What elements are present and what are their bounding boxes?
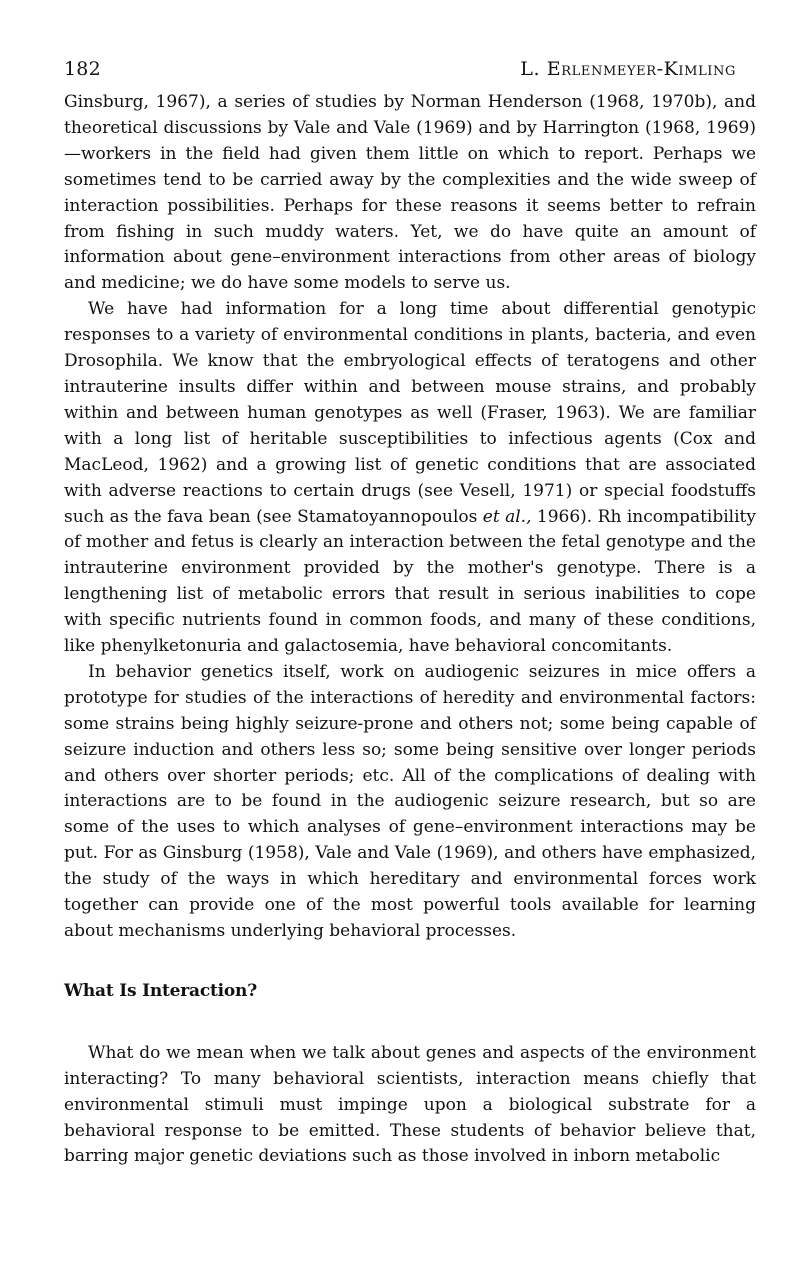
- paragraph-2-italic: et al.,: [482, 506, 532, 527]
- paragraph-1-text: Ginsburg, 1967), a series of studies by Norman Henderson (1968, 1970b), and theoretical discussions by Vale and Vale (1969) and by Harrington (1968, 1969)—workers in the field had given them little on which to report. Perhaps we sometimes tend to be carried away by the complexities and the wide sweep of interaction possibilities. Perhaps for these reasons it seems better to refrain from fishing in such muddy waters. Yet, we do have quite an amount of information about gene–environment interactions from other areas of biology and medicine; we do have some models to serve us.: [64, 92, 756, 294]
- paragraph-2-text-a: We have had information for a long time about differential genotypic responses to a variety of environmental conditions in plants, bacteria, and even Drosophila. We know that the embryological effects of teratogens and other intrauterine insults differ within and between mouse strains, and probably within and between human genotypes as well (Fraser, 1963). We are familiar with a long list of heritable susceptibilities to infectious agents (Cox and MacLeod, 1962) and a growing list of genetic conditions that are associated with adverse reactions to certain drugs (see Vesell, 1971) or special foodstuffs such as the fava bean (see Stamatoyannopoulos: [64, 299, 756, 527]
- paragraph-4: What do we mean when we talk about genes and aspects of the environment interacting? To many behavioral scientists, interaction means chiefly that environmental stimuli must impinge upon a biological substrate for a behavioral response to be emitted. These students of behavior believe that, barring major genetic deviations such as those involved in inborn metabolic: [64, 1042, 756, 1167]
- section-heading: What Is Interaction?: [64, 980, 257, 1001]
- running-head: L. Erlenmeyer-Kimling: [520, 58, 736, 80]
- body-text: [64, 90, 756, 1170]
- paragraph-1: [64, 90, 756, 297]
- paragraph-2-text-b: 1966). Rh incompatibility of mother and fetus is clearly an interaction between the fetal genotype and the intrauterine environment provided by the mother's genotype. There is a lengthening list of metabolic errors that result in serious inabilities to cope with specific nutrients found in common foods, and many of these conditions, like phenylketonuria and galactosemia, have behavioral concomitants.: [64, 506, 756, 657]
- paragraph-2: [64, 297, 756, 660]
- page-header: [64, 58, 736, 80]
- page-number: 182: [64, 58, 101, 80]
- paragraph-3: In behavior genetics itself, work on audiogenic seizures in mice offers a prototype for studies of the interactions of heredity and environmental factors: some strains being highly seizure-prone and others not; some being capable of seizure induction and others less so; some being sensitive over longer periods and others over shorter periods; etc. All of the complications of dealing with interactions are to be found in the audiogenic seizure research, but so are some of the uses to which analyses of gene–environment interactions may be put. For as Ginsburg (1958), Vale and Vale (1969), and others have emphasized, the study of the ways in which hereditary and environmental forces work together can provide one of the most powerful tools available for learning about mechanisms underlying behavioral processes.: [64, 661, 756, 941]
